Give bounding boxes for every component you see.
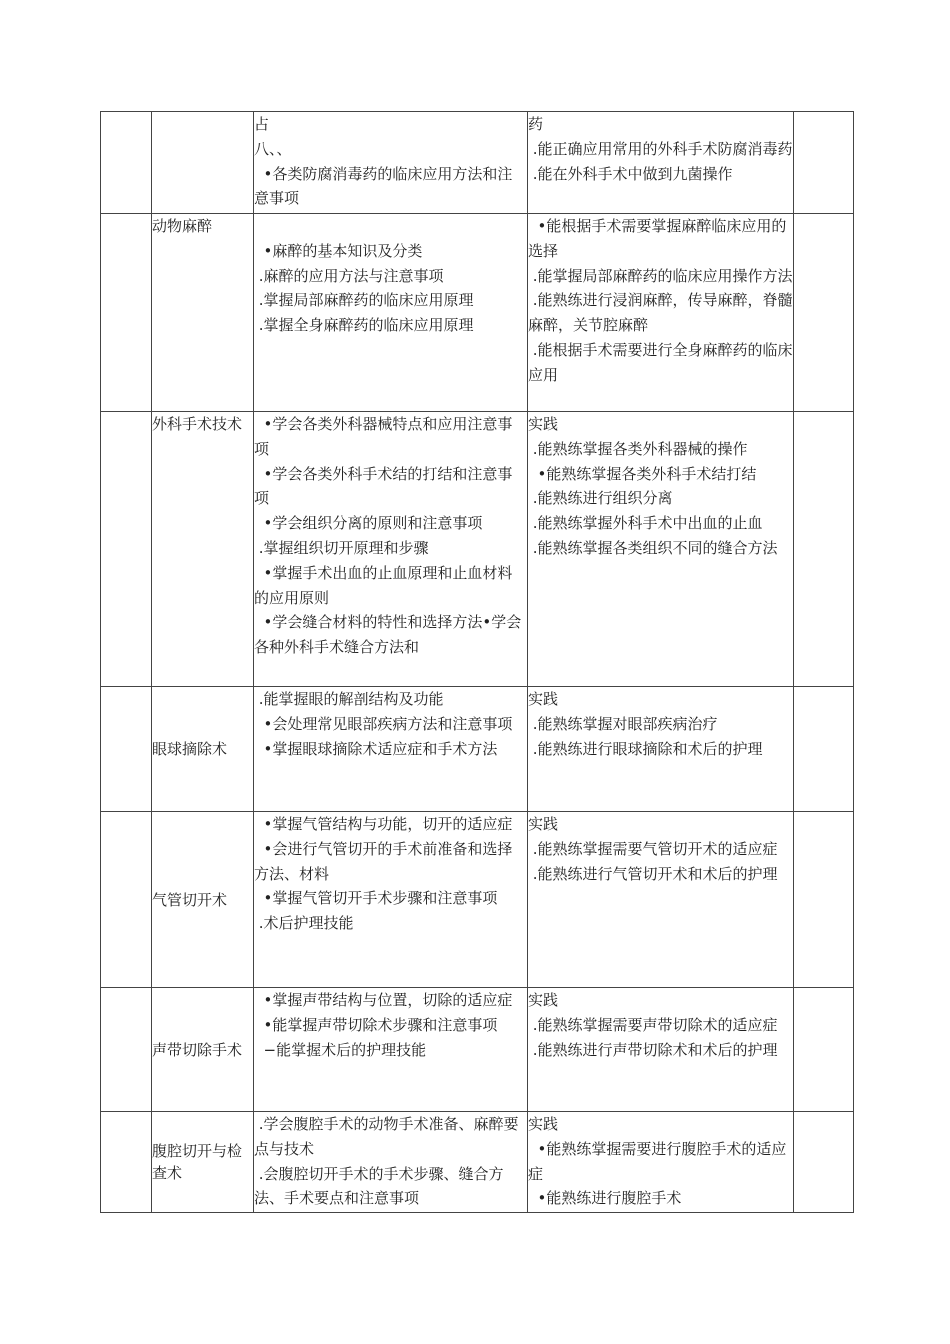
content-cell bbox=[254, 1112, 528, 1213]
table-row bbox=[101, 412, 854, 687]
topic-cell bbox=[152, 812, 254, 988]
skill-cell bbox=[528, 112, 794, 214]
topic-cell bbox=[152, 1112, 254, 1213]
blank-cell bbox=[794, 812, 854, 988]
skill-text: 实践 .能熟练掌握需要声带切除术的适应症 .能熟练进行声带切除术和术后的护理 bbox=[528, 991, 778, 1059]
content-text: •学会各类外科器械特点和应用注意事项 •学会各类外科手术结的打结和注意事项 •学会组织分离的原则和注意事项 .掌握组织切开原理和步骤 •掌握手术出血的止血原理和止血材料的应用原则 •学会缝合材料的特性和选择方法•学会各种外科手术缝合方法和 bbox=[254, 415, 522, 657]
skill-cell bbox=[528, 1112, 794, 1213]
table-row bbox=[101, 214, 854, 412]
table-row bbox=[101, 812, 854, 988]
skill-text: •能根据手术需要掌握麻醉临床应用的选择 .能掌握局部麻醉药的临床应用操作方法 .能熟练进行浸润麻醉，传导麻醉，脊髓麻醉，关节腔麻醉 .能根据手术需要进行全身麻醉药的临床应用 bbox=[528, 217, 793, 384]
table-row bbox=[101, 687, 854, 812]
blank-cell bbox=[101, 412, 152, 687]
topic-text: 外科手术技术 bbox=[152, 415, 243, 433]
content-cell bbox=[254, 112, 528, 214]
content-text: .能掌握眼的解剖结构及功能 •会处理常见眼部疾病方法和注意事项 •掌握眼球摘除术适应症和手术方法 bbox=[258, 690, 513, 758]
skill-text: 实践 .能熟练掌握各类外科器械的操作 •能熟练掌握各类外科手术结打结 .能熟练进行组织分离 .能熟练掌握外科手术中出血的止血 .能熟练掌握各类组织不同的缝合方法 bbox=[528, 415, 778, 557]
skill-text: 实践 .能熟练掌握对眼部疾病治疗 .能熟练进行眼球摘除和术后的护理 bbox=[528, 690, 763, 758]
content-cell bbox=[254, 687, 528, 812]
blank-cell bbox=[101, 1112, 152, 1213]
blank-cell bbox=[101, 112, 152, 214]
blank-cell bbox=[794, 412, 854, 687]
topic-cell bbox=[152, 112, 254, 214]
content-text: 占 八、、 •各类防腐消毒药的临床应用方法和注意事项 bbox=[254, 115, 513, 208]
blank-cell bbox=[794, 988, 854, 1112]
topic-text: 眼球摘除术 bbox=[152, 740, 228, 758]
topic-text: 腹腔切开与检查术 bbox=[152, 1142, 243, 1182]
table-row bbox=[101, 1112, 854, 1213]
skill-text: 实践 .能熟练掌握需要气管切开术的适应症 .能熟练进行气管切开术和术后的护理 bbox=[528, 815, 778, 883]
topic-cell bbox=[152, 214, 254, 412]
blank-cell bbox=[794, 214, 854, 412]
content-text: •掌握气管结构与功能，切开的适应症 •会进行气管切开的手术前准备和选择方法、材料 •掌握气管切开手术步骤和注意事项 .术后护理技能 bbox=[254, 815, 513, 933]
topic-cell bbox=[152, 687, 254, 812]
content-cell bbox=[254, 214, 528, 412]
content-text: .学会腹腔手术的动物手术准备、麻醉要点与技术 .会腹腔切开手术的手术步骤、缝合方法、手术要点和注意事项 bbox=[254, 1115, 519, 1208]
blank-cell bbox=[101, 988, 152, 1112]
blank-cell bbox=[794, 112, 854, 214]
skill-text: 药 .能正确应用常用的外科手术防腐消毒药 .能在外科手术中做到九菌操作 bbox=[528, 115, 793, 183]
skill-cell bbox=[528, 687, 794, 812]
blank-cell bbox=[794, 687, 854, 812]
table-row bbox=[101, 988, 854, 1112]
topic-cell bbox=[152, 412, 254, 687]
content-text: •麻醉的基本知识及分类 .麻醉的应用方法与注意事项 .掌握局部麻醉药的临床应用原理 .掌握全身麻醉药的临床应用原理 bbox=[258, 241, 474, 335]
skill-cell bbox=[528, 412, 794, 687]
skill-text: 实践 •能熟练掌握需要进行腹腔手术的适应症 •能熟练进行腹腔手术 bbox=[528, 1115, 787, 1208]
topic-text: 气管切开术 bbox=[152, 890, 228, 909]
topic-text: 动物麻醉 bbox=[152, 217, 213, 235]
blank-cell bbox=[794, 1112, 854, 1213]
topic-cell bbox=[152, 988, 254, 1112]
blank-cell bbox=[101, 687, 152, 812]
content-cell bbox=[254, 988, 528, 1112]
content-cell bbox=[254, 812, 528, 988]
topic-text: 声带切除手术 bbox=[152, 1040, 243, 1059]
content-cell bbox=[254, 412, 528, 687]
skill-cell bbox=[528, 988, 794, 1112]
table-row bbox=[101, 112, 854, 214]
blank-cell bbox=[101, 214, 152, 412]
skill-cell bbox=[528, 214, 794, 412]
skill-cell bbox=[528, 812, 794, 988]
syllabus-table bbox=[100, 111, 854, 1213]
blank-cell bbox=[101, 812, 152, 988]
content-text: •掌握声带结构与位置，切除的适应症 •能掌握声带切除术步骤和注意事项 −能掌握术后的护理技能 bbox=[263, 991, 513, 1059]
